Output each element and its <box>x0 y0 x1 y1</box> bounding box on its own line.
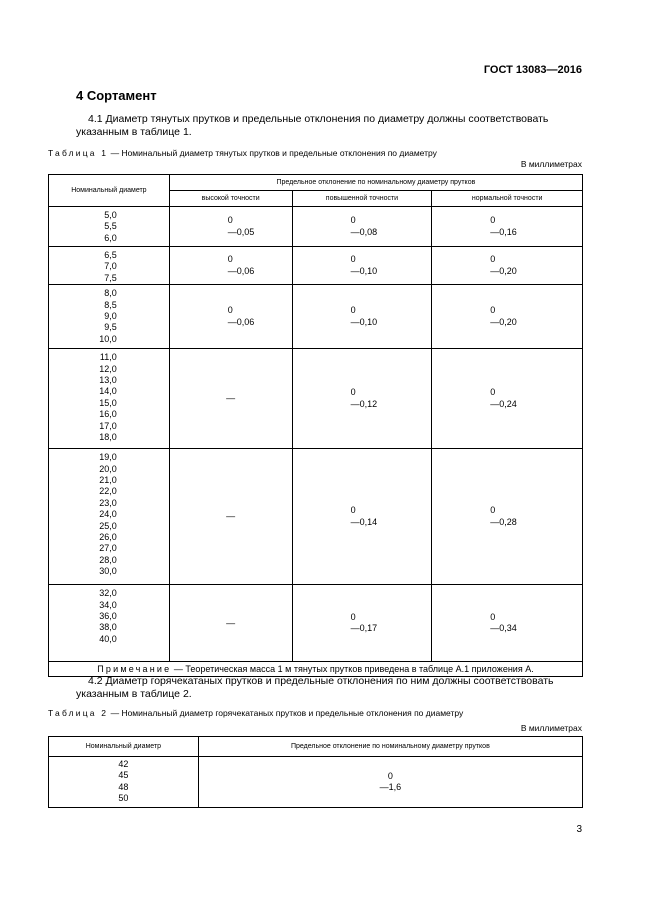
normal-precision-cell <box>432 449 583 585</box>
table1-header-high: высокой точности <box>169 191 292 207</box>
increased-precision-cell <box>292 207 432 247</box>
cell-value: 16,0 <box>99 409 117 420</box>
table2-header-nominal: Номинальный диаметр <box>49 737 199 757</box>
cell-value: 38,0 <box>99 622 117 633</box>
cell-value: 27,0 <box>99 543 117 554</box>
cell-value: — <box>226 511 236 522</box>
cell-value: 0 <box>490 215 496 226</box>
cell-value: —0,10 <box>350 316 378 327</box>
cell-value: —0,14 <box>350 516 378 527</box>
table-row <box>49 449 583 585</box>
cell-value: 21,0 <box>99 475 117 486</box>
increased-precision-cell <box>292 349 432 449</box>
cell-value: —0,06 <box>227 265 255 276</box>
cell-value: 0 <box>350 305 356 316</box>
cell-value: 5,5 <box>104 221 117 232</box>
table2-caption-text: — Номинальный диаметр горячекатаных прутков и предельные отклонения по диаметру <box>108 708 464 718</box>
high-precision-cell <box>169 449 292 585</box>
cell-value: 0 <box>227 215 233 226</box>
cell-value: 0 <box>350 215 356 226</box>
cell-value: 8,0 <box>104 288 117 299</box>
cell-value: 8,5 <box>104 299 117 310</box>
cell-value: —0,12 <box>350 398 378 409</box>
normal-precision-cell <box>432 349 583 449</box>
table2-caption-prefix: Таблица 2 <box>48 708 109 718</box>
cell-value: —0,34 <box>490 623 517 634</box>
increased-precision-cell <box>292 247 432 285</box>
increased-precision-cell <box>292 449 432 585</box>
cell-value: —0,20 <box>490 316 517 327</box>
cell-value: 26,0 <box>99 532 117 543</box>
cell-value: 5,0 <box>104 210 117 220</box>
diameter-cell <box>49 207 170 247</box>
diameter-cell <box>49 585 170 662</box>
diameter-cell <box>49 449 170 585</box>
cell-value: 0 <box>490 305 496 316</box>
table1-caption-prefix: Таблица 1 <box>48 148 109 158</box>
cell-value: 40,0 <box>99 633 117 644</box>
table2 <box>48 736 583 808</box>
cell-value: — <box>226 393 236 404</box>
table1-header-normal: нормальной точности <box>432 191 583 207</box>
high-precision-cell <box>169 285 292 349</box>
high-precision-cell <box>169 207 292 247</box>
cell-value: 19,0 <box>99 452 117 463</box>
table1-header-increased: повышенной точности <box>292 191 432 207</box>
cell-value: 45 <box>118 770 129 781</box>
cell-value: 12,0 <box>99 363 117 374</box>
cell-value: —0,05 <box>227 226 255 237</box>
paragraph-line: указанным в таблице 2. <box>76 688 192 700</box>
table2-diameters <box>49 757 199 808</box>
cell-value: 7,5 <box>104 272 117 283</box>
cell-value: 50 <box>118 793 129 804</box>
cell-value: —0,17 <box>350 623 378 634</box>
high-precision-cell <box>169 247 292 285</box>
cell-value: 9,5 <box>104 322 117 333</box>
table1-note-text: — Теоретическая масса 1 м тянутых прутков приведена в таблице А.1 приложения А. <box>171 663 534 674</box>
cell-value: —0,28 <box>490 516 517 527</box>
increased-precision-cell <box>292 285 432 349</box>
paragraph-line: указанным в таблице 1. <box>76 126 192 138</box>
cell-value: 17,0 <box>99 420 117 431</box>
cell-value: 18,0 <box>99 432 117 443</box>
cell-value: 11,0 <box>99 352 117 363</box>
cell-value: —0,24 <box>490 398 517 409</box>
cell-value: 10,0 <box>99 333 117 344</box>
diameter-cell <box>49 285 170 349</box>
table-row <box>49 285 583 349</box>
document-code: ГОСТ 13083—2016 <box>483 64 582 76</box>
cell-value: 36,0 <box>99 611 117 622</box>
table-row <box>49 349 583 449</box>
cell-value: —0,10 <box>350 265 378 276</box>
cell-value: 30,0 <box>99 566 117 577</box>
normal-precision-cell <box>432 247 583 285</box>
cell-value: 42 <box>118 759 129 769</box>
cell-value: — <box>226 617 236 628</box>
table-row <box>49 585 583 662</box>
paragraph-4-2 <box>76 675 582 701</box>
cell-value: 0 <box>490 387 496 398</box>
cell-value: 0 <box>350 387 356 398</box>
cell-value: —0,08 <box>350 226 378 237</box>
cell-value: 25,0 <box>99 520 117 531</box>
cell-value: 32,0 <box>99 588 117 599</box>
cell-value: 15,0 <box>99 397 117 408</box>
section-title: 4 Сортамент <box>76 88 157 103</box>
table2-caption <box>48 708 463 718</box>
cell-value: —0,06 <box>227 316 255 327</box>
cell-value: 0 <box>350 611 356 622</box>
high-precision-cell <box>169 349 292 449</box>
cell-value: 0 <box>490 254 496 265</box>
table2-header-dev: Предельное отклонение по номинальному диаметру прутков <box>198 737 582 757</box>
normal-precision-cell <box>432 207 583 247</box>
table1-units: В миллиметрах <box>520 159 582 169</box>
high-precision-cell <box>169 585 292 662</box>
cell-value: 0 <box>227 305 233 316</box>
cell-value: 34,0 <box>99 599 117 610</box>
diameter-cell <box>49 349 170 449</box>
cell-value: 0 <box>350 254 356 265</box>
table1-header-group: Предельное отклонение по номинальному диаметру прутков <box>169 175 582 191</box>
paragraph-line: 4.1 Диаметр тянутых прутков и предельные отклонения по диаметру должны соответствовать <box>88 113 549 125</box>
cell-value: 0 <box>350 505 356 516</box>
cell-value: —0,16 <box>490 226 517 237</box>
table1-header-nominal: Номинальный диаметр <box>49 175 170 207</box>
table2-deviation <box>198 757 582 808</box>
cell-value: 28,0 <box>99 554 117 565</box>
paragraph-4-1 <box>76 113 582 139</box>
cell-value: 6,5 <box>104 250 117 260</box>
normal-precision-cell <box>432 285 583 349</box>
cell-value: 0 <box>387 770 393 781</box>
cell-value: 9,0 <box>104 311 117 322</box>
cell-value: 48 <box>118 781 129 792</box>
cell-value: 23,0 <box>99 497 117 508</box>
cell-value: 14,0 <box>99 386 117 397</box>
cell-value: 0 <box>227 254 233 265</box>
cell-value: 22,0 <box>99 486 117 497</box>
cell-value: 13,0 <box>99 375 117 386</box>
cell-value: —0,20 <box>490 265 517 276</box>
cell-value: 6,0 <box>104 232 117 243</box>
normal-precision-cell <box>432 585 583 662</box>
table-row <box>49 207 583 247</box>
table1-note-prefix: Примечание <box>97 663 172 674</box>
cell-value: —1,6 <box>379 782 402 792</box>
table1-caption-text: — Номинальный диаметр тянутых прутков и предельные отклонения по диаметру <box>108 148 437 158</box>
paragraph-line: 4.2 Диаметр горячекатаных прутков и предельные отклонения по ним должны соответствовать <box>88 675 554 687</box>
table1-caption <box>48 148 437 158</box>
cell-value: 0 <box>490 611 496 622</box>
page-number: 3 <box>576 824 582 835</box>
table1 <box>48 174 583 677</box>
table2-units: В миллиметрах <box>520 723 582 733</box>
diameter-cell <box>49 247 170 285</box>
cell-value: 0 <box>490 505 496 516</box>
table-row <box>49 247 583 285</box>
increased-precision-cell <box>292 585 432 662</box>
cell-value: 7,0 <box>104 261 117 272</box>
cell-value: 24,0 <box>99 509 117 520</box>
cell-value: 20,0 <box>99 463 117 474</box>
